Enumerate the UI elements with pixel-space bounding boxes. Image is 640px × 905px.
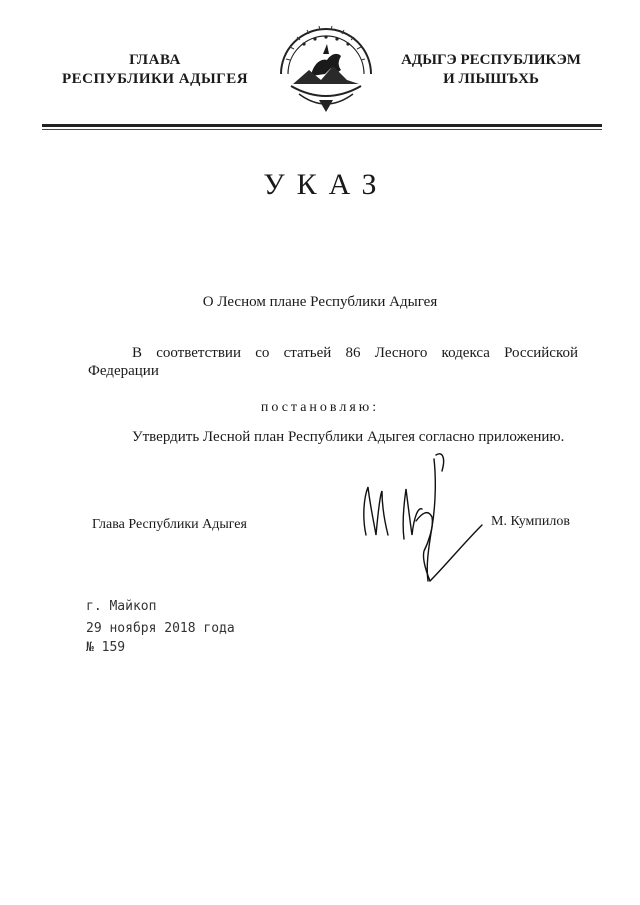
- issue-city: г. Майкоп: [86, 599, 157, 614]
- document-preamble: В соответствии со статьей 86 Лесного кодекса Российской Федерации: [88, 345, 578, 379]
- signatory-name: М. Кумпилов: [491, 514, 570, 529]
- handwritten-signature: [352, 447, 492, 587]
- issuer-adyghe-line-2: И ЛІЫШЪХЬ: [443, 71, 539, 87]
- issuer-adyghe-line-1: АДЫГЭ РЕСПУБЛИКЭМ: [401, 52, 581, 68]
- issuer-line-2: РЕСПУБЛИКИ АДЫГЕЯ: [61, 71, 249, 87]
- document-number: № 159: [86, 640, 126, 655]
- issuer-title-russian: [30, 51, 280, 89]
- issuer-line-1: ГЛАВА: [129, 52, 181, 68]
- issue-date: 29 ноября 2018 года: [86, 621, 235, 636]
- document-body: Утвердить Лесной план Республики Адыгея согласно приложению.: [132, 429, 565, 445]
- issuer-title-adyghe: [382, 51, 600, 89]
- coat-of-arms-icon: [271, 14, 381, 118]
- signatory-role: Глава Республики Адыгея: [92, 517, 247, 532]
- document-type-title: УКАЗ: [263, 168, 389, 201]
- header-rule-thin: [42, 129, 602, 130]
- header-rule-thick: [42, 124, 602, 127]
- document-subject: О Лесном плане Республики Адыгея: [202, 294, 438, 310]
- decree-word: постановляю:: [260, 400, 380, 415]
